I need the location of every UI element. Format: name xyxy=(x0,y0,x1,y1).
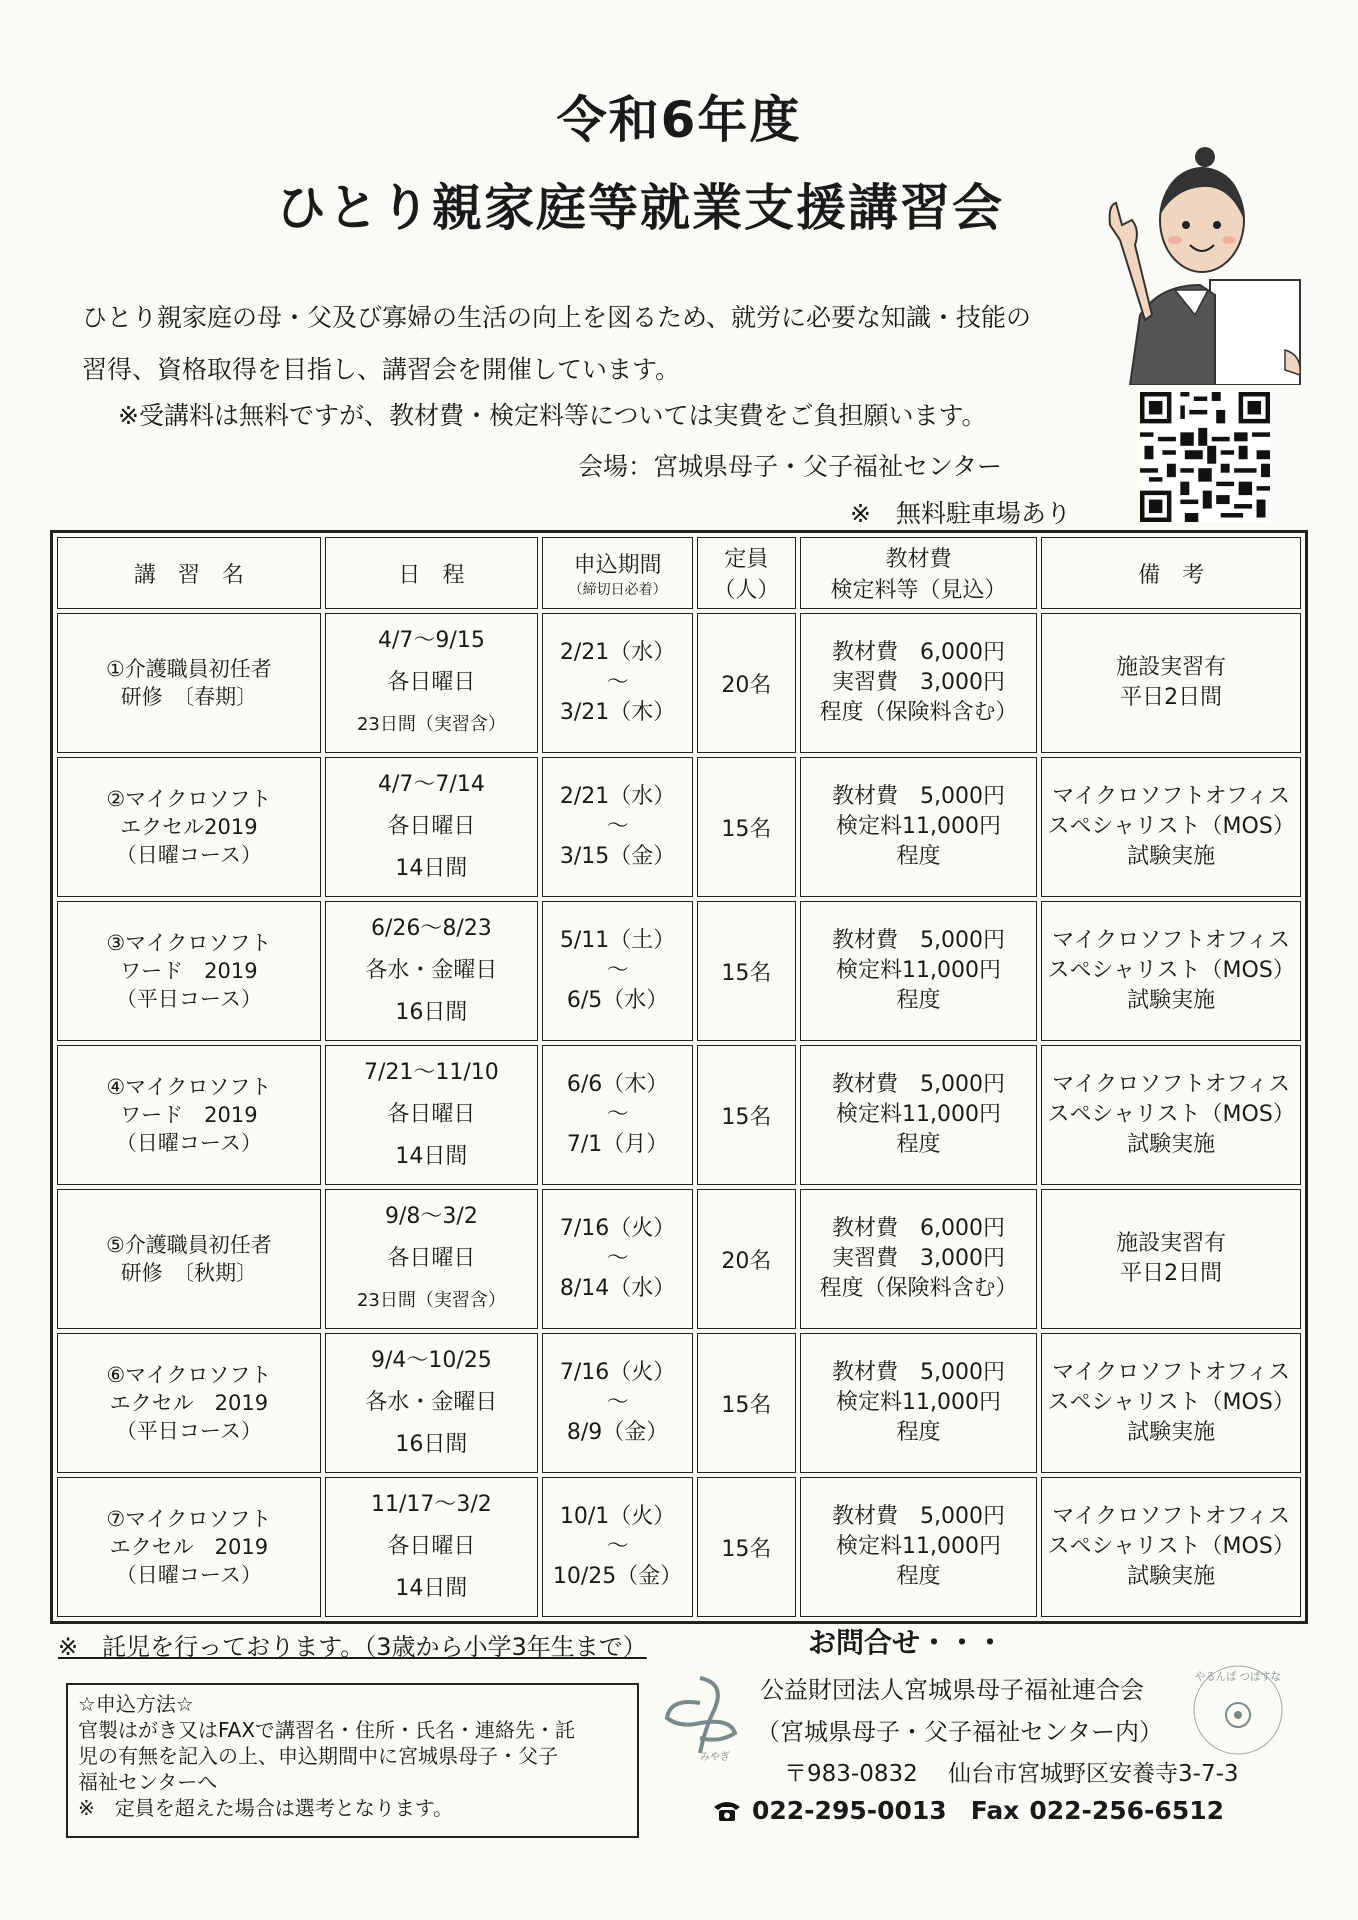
course-fee-line: 程度 xyxy=(896,1132,941,1157)
course-schedule-line: 6/26〜8/23 xyxy=(371,916,492,941)
circular-logo xyxy=(1188,1660,1288,1760)
intro-line-1: ひとり親家庭の母・父及び寡婦の生活の向上を図るため、就労に必要な知識・技能の xyxy=(82,303,1032,332)
course-schedule-line: 各日曜日 xyxy=(387,1102,476,1127)
course-remarks xyxy=(1041,1477,1301,1617)
application-line-2: 児の有無を記入の上、申込期間中に宮城県母子・父子 xyxy=(78,1744,558,1768)
course-name xyxy=(57,1189,321,1329)
course-fee-line: 教材費 5,000円 xyxy=(832,1072,1005,1097)
course-remarks-line: 試験実施 xyxy=(1127,844,1216,869)
course-name-line: ワード 2019 xyxy=(120,959,258,983)
course-schedule-line: 9/4〜10/25 xyxy=(371,1348,492,1373)
course-remarks-line: 施設実習有 xyxy=(1116,1231,1227,1256)
course-fee-line: 実習費 3,000円 xyxy=(832,1246,1005,1271)
course-name-line: ワード 2019 xyxy=(120,1103,258,1127)
course-schedule-line: 14日間 xyxy=(395,1576,468,1601)
contact-address xyxy=(784,1755,1239,1788)
course-fee-line: 検定料11,000円 xyxy=(836,958,1001,983)
course-name-line: 研修 〔秋期〕 xyxy=(120,1261,258,1285)
course-name-line: （平日コース） xyxy=(115,987,262,1011)
header-name: 講 習 名 xyxy=(57,537,321,609)
course-remarks-line: スペシャリスト（MOS） xyxy=(1047,1534,1295,1559)
course-remarks-line: 試験実施 xyxy=(1127,1420,1216,1445)
course-remarks xyxy=(1041,1045,1301,1185)
course-fee-line: 程度 xyxy=(896,1564,941,1589)
course-period-line: 3/21（木） xyxy=(559,700,676,725)
contact-heading: お問合せ・・・ xyxy=(808,1626,1005,1659)
course-remarks-line: スペシャリスト（MOS） xyxy=(1047,1102,1295,1127)
course-schedule xyxy=(325,1045,538,1185)
course-remarks-line: 試験実施 xyxy=(1127,1564,1216,1589)
header-remarks: 備 考 xyxy=(1041,537,1301,609)
application-title: ☆申込方法☆ xyxy=(78,1692,194,1716)
intro-line-2: 習得、資格取得を目指し、講習会を開催しています。 xyxy=(82,355,681,384)
course-schedule xyxy=(325,613,538,753)
course-remarks-line: マイクロソフトオフィス xyxy=(1052,1504,1291,1529)
course-period xyxy=(542,1189,693,1329)
course-schedule xyxy=(325,1333,538,1473)
course-schedule-line: 各日曜日 xyxy=(387,1534,476,1559)
course-period-line: 7/16（火） xyxy=(559,1216,676,1241)
contact-organization: 公益財団法人宮城県母子福祉連合会 xyxy=(760,1676,1144,1704)
course-name xyxy=(57,613,321,753)
course-period-line: 〜 xyxy=(606,1390,629,1415)
course-fee xyxy=(800,1477,1038,1617)
course-fee-line: 検定料11,000円 xyxy=(836,1534,1001,1559)
course-period-line: 7/16（火） xyxy=(559,1360,676,1385)
course-fee-line: 検定料11,000円 xyxy=(836,1390,1001,1415)
course-period-line: 〜 xyxy=(606,1534,629,1559)
course-capacity: 15名 xyxy=(697,757,796,897)
course-schedule xyxy=(325,757,538,897)
fax-number: 022-256-6512 xyxy=(1029,1796,1225,1825)
course-table xyxy=(50,530,1308,1624)
course-name-line: ③マイクロソフト xyxy=(106,931,272,955)
application-line-3: 福祉センターへ xyxy=(78,1770,218,1794)
course-name-line: エクセル2019 xyxy=(120,815,258,839)
table-row xyxy=(57,1045,1301,1185)
application-line-1: 官製はがき又はFAXで講習名・住所・氏名・連絡先・託 xyxy=(78,1718,576,1742)
page-title: ひとり親家庭等就業支援講習会 xyxy=(276,179,1004,237)
course-fee xyxy=(800,1333,1038,1473)
course-name-line: エクセル 2019 xyxy=(109,1391,269,1415)
circular-logo-text: やるんば つばすな xyxy=(1195,1670,1281,1683)
course-name xyxy=(57,1333,321,1473)
course-schedule-line: 16日間 xyxy=(395,1432,468,1457)
course-name-line: 研修 〔春期〕 xyxy=(120,685,258,709)
course-period-line: 3/15（金） xyxy=(559,844,676,869)
course-schedule-line: 各日曜日 xyxy=(387,814,476,839)
street-address: 仙台市宮城野区安養寺3-7-3 xyxy=(948,1761,1239,1787)
course-remarks xyxy=(1041,757,1301,897)
course-period-line: 2/21（水） xyxy=(559,640,676,665)
header-period-label: 申込期間 xyxy=(573,552,662,578)
course-remarks-line: 施設実習有 xyxy=(1116,655,1227,680)
course-remarks-line: 平日2日間 xyxy=(1120,1261,1223,1286)
course-fee-line: 教材費 5,000円 xyxy=(832,928,1005,953)
course-remarks-line: マイクロソフトオフィス xyxy=(1052,1072,1291,1097)
table-header-row xyxy=(57,537,1301,609)
course-remarks-line: 試験実施 xyxy=(1127,988,1216,1013)
course-period xyxy=(542,901,693,1041)
phone-number[interactable]: 022-295-0013 xyxy=(752,1796,947,1825)
course-schedule-line: 7/21〜11/10 xyxy=(364,1060,499,1085)
course-schedule-line: 23日間（実習含） xyxy=(356,1290,506,1311)
postal-code: 〒983-0832 xyxy=(784,1761,918,1787)
header-fee-line-2: 検定料等（見込） xyxy=(830,578,1007,603)
course-period-line: 6/5（水） xyxy=(566,988,669,1013)
course-schedule-line: 4/7〜7/14 xyxy=(378,772,485,797)
course-period-line: 8/14（水） xyxy=(559,1276,676,1301)
contact-center: （宮城県母子・父子福祉センター内） xyxy=(756,1718,1164,1746)
course-fee-line: 検定料11,000円 xyxy=(836,1102,1001,1127)
course-name-line: （日曜コース） xyxy=(115,1131,262,1155)
course-capacity: 15名 xyxy=(697,1333,796,1473)
course-period xyxy=(542,1477,693,1617)
header-capacity-label: 定員 xyxy=(724,547,769,572)
course-fee-line: 程度 xyxy=(896,1420,941,1445)
header-fee xyxy=(800,537,1038,609)
course-name-line: （日曜コース） xyxy=(115,843,262,867)
course-period xyxy=(542,1045,693,1185)
table-row xyxy=(57,757,1301,897)
course-remarks-line: スペシャリスト（MOS） xyxy=(1047,958,1295,983)
fee-note: ※受講料は無料ですが、教材費・検定料等については実費をご負担願います。 xyxy=(118,401,987,430)
course-period-line: 2/21（水） xyxy=(559,784,676,809)
course-period xyxy=(542,757,693,897)
association-logo-caption: みやぎ xyxy=(700,1752,730,1763)
woman-pointing-illustration xyxy=(1090,145,1320,385)
course-fee xyxy=(800,1045,1038,1185)
daycare-note: ※ 託児を行っております。（3歳から小学3年生まで） xyxy=(58,1633,647,1661)
course-schedule xyxy=(325,1189,538,1329)
course-remarks xyxy=(1041,1333,1301,1473)
course-fee-line: 程度 xyxy=(896,844,941,869)
course-remarks xyxy=(1041,1189,1301,1329)
course-name-line: ⑤介護職員初任者 xyxy=(105,1233,272,1257)
course-schedule-line: 9/8〜3/2 xyxy=(385,1204,478,1229)
table-row xyxy=(57,1333,1301,1473)
course-fee-line: 教材費 5,000円 xyxy=(832,784,1005,809)
course-period-line: 10/25（金） xyxy=(552,1564,683,1589)
course-fee-line: 教材費 5,000円 xyxy=(832,1360,1005,1385)
course-name-line: エクセル 2019 xyxy=(109,1535,269,1559)
course-name xyxy=(57,901,321,1041)
parking-note: ※ 無料駐車場あり xyxy=(850,499,1071,528)
course-fee-line: 教材費 6,000円 xyxy=(832,640,1005,665)
course-capacity: 15名 xyxy=(697,1045,796,1185)
association-logo xyxy=(655,1668,745,1763)
header-capacity-unit: （人） xyxy=(713,578,780,603)
course-remarks-line: 平日2日間 xyxy=(1120,685,1223,710)
header-capacity xyxy=(697,537,796,609)
course-schedule-line: 23日間（実習含） xyxy=(356,714,506,735)
table-row xyxy=(57,613,1301,753)
course-fee-line: 程度（保険料含む） xyxy=(819,700,1018,725)
course-fee-line: 程度（保険料含む） xyxy=(819,1276,1018,1301)
course-name-line: ②マイクロソフト xyxy=(106,787,272,811)
course-remarks xyxy=(1041,901,1301,1041)
course-fee-line: 教材費 6,000円 xyxy=(832,1216,1005,1241)
course-remarks-line: マイクロソフトオフィス xyxy=(1052,1360,1291,1385)
course-period-line: 6/6（木） xyxy=(566,1072,669,1097)
course-schedule xyxy=(325,1477,538,1617)
course-name-line: （日曜コース） xyxy=(115,1563,262,1587)
intro-text xyxy=(82,292,1072,396)
course-fee xyxy=(800,1189,1038,1329)
course-schedule-line: 16日間 xyxy=(395,1000,468,1025)
course-remarks-line: スペシャリスト（MOS） xyxy=(1047,814,1295,839)
course-schedule-line: 14日間 xyxy=(395,1144,468,1169)
header-schedule: 日 程 xyxy=(325,537,538,609)
course-name-line: （平日コース） xyxy=(115,1419,262,1443)
table-row xyxy=(57,1477,1301,1617)
course-name-line: ⑥マイクロソフト xyxy=(106,1363,272,1387)
course-fee-line: 教材費 5,000円 xyxy=(832,1504,1005,1529)
application-box xyxy=(66,1683,639,1838)
header-period xyxy=(542,537,693,609)
course-period xyxy=(542,613,693,753)
qr-code[interactable] xyxy=(1140,392,1270,522)
fax-label: Fax xyxy=(970,1796,1020,1825)
course-period xyxy=(542,1333,693,1473)
course-capacity: 15名 xyxy=(697,1477,796,1617)
header-period-note: （締切日必着） xyxy=(568,581,667,598)
course-remarks-line: 試験実施 xyxy=(1127,1132,1216,1157)
course-period-line: 〜 xyxy=(606,1246,629,1271)
course-name-line: ⑦マイクロソフト xyxy=(106,1507,272,1531)
course-capacity: 20名 xyxy=(697,1189,796,1329)
course-name-line: ①介護職員初任者 xyxy=(105,657,272,681)
course-schedule-line: 14日間 xyxy=(395,856,468,881)
course-period-line: 5/11（土） xyxy=(559,928,676,953)
course-remarks-line: スペシャリスト（MOS） xyxy=(1047,1390,1295,1415)
course-period-line: 10/1（火） xyxy=(559,1504,676,1529)
course-name xyxy=(57,757,321,897)
course-fee xyxy=(800,757,1038,897)
course-schedule-line: 11/17〜3/2 xyxy=(371,1492,492,1517)
course-fee-line: 検定料11,000円 xyxy=(836,814,1001,839)
course-schedule-line: 各水・金曜日 xyxy=(365,1390,498,1415)
course-period-line: 〜 xyxy=(606,670,629,695)
course-schedule-line: 各日曜日 xyxy=(387,670,476,695)
application-line-4: ※ 定員を超えた場合は選考となります。 xyxy=(78,1796,454,1820)
course-fee-line: 実習費 3,000円 xyxy=(832,670,1005,695)
course-remarks xyxy=(1041,613,1301,753)
course-fee-line: 程度 xyxy=(896,988,941,1013)
course-capacity: 20名 xyxy=(697,613,796,753)
course-name xyxy=(57,1045,321,1185)
course-fee xyxy=(800,901,1038,1041)
course-remarks-line: マイクロソフトオフィス xyxy=(1052,784,1291,809)
course-period-line: 〜 xyxy=(606,1102,629,1127)
venue: 会場：宮城県母子・父子福祉センター xyxy=(578,452,1003,481)
header-fee-line-1: 教材費 xyxy=(885,547,952,572)
course-capacity: 15名 xyxy=(697,901,796,1041)
course-schedule xyxy=(325,901,538,1041)
course-schedule-line: 各日曜日 xyxy=(387,1246,476,1271)
course-period-line: 〜 xyxy=(606,814,629,839)
title-year: 令和6年度 xyxy=(556,91,802,149)
course-period-line: 7/1（月） xyxy=(566,1132,669,1157)
course-schedule-line: 各水・金曜日 xyxy=(365,958,498,983)
table-row xyxy=(57,901,1301,1041)
course-schedule-line: 4/7〜9/15 xyxy=(378,628,485,653)
course-fee xyxy=(800,613,1038,753)
course-period-line: 8/9（金） xyxy=(566,1420,669,1445)
table-row xyxy=(57,1189,1301,1329)
course-name-line: ④マイクロソフト xyxy=(106,1075,272,1099)
phone-icon xyxy=(712,1799,742,1823)
course-name xyxy=(57,1477,321,1617)
contact-phone-row xyxy=(712,1796,1224,1825)
course-period-line: 〜 xyxy=(606,958,629,983)
course-remarks-line: マイクロソフトオフィス xyxy=(1052,928,1291,953)
